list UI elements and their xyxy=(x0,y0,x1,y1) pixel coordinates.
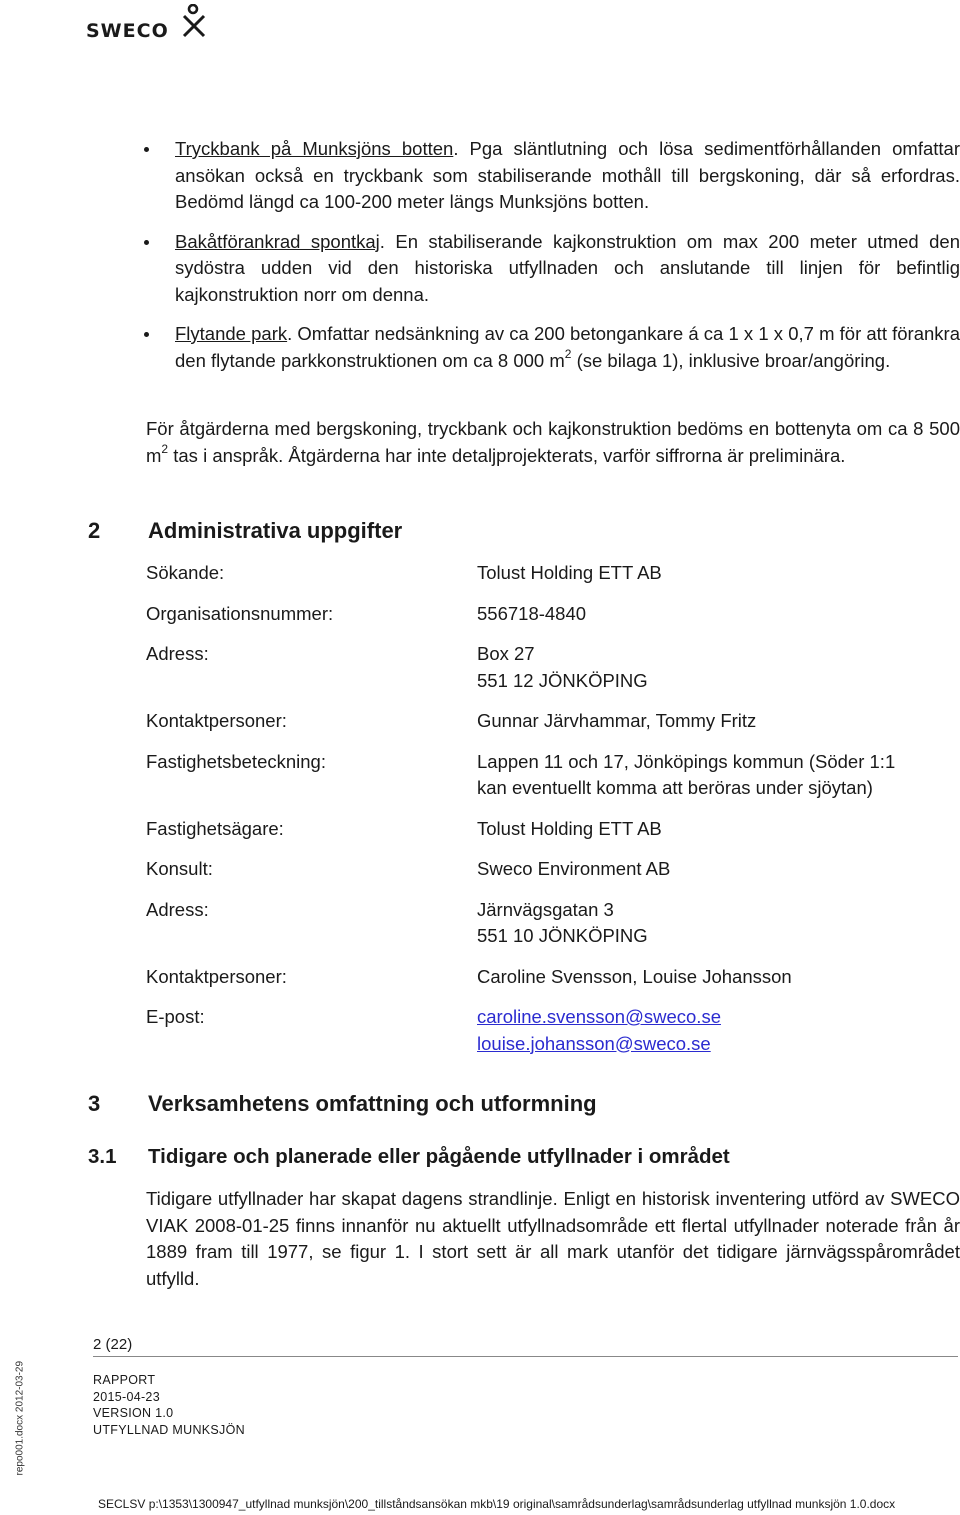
info-value: Tolust Holding ETT AB xyxy=(477,817,662,839)
section-number: 3.1 xyxy=(88,1145,117,1168)
email-link[interactable]: louise.johansson@sweco.se xyxy=(477,1032,711,1054)
bullet-title: Bakåtförankrad spontkaj xyxy=(175,230,380,252)
email-link[interactable]: caroline.svensson@sweco.se xyxy=(477,1006,721,1027)
info-label: Kontaktpersoner: xyxy=(146,710,287,731)
bullet-icon xyxy=(144,240,149,245)
info-row-sokande xyxy=(146,560,960,587)
superscript: 2 xyxy=(161,442,169,457)
info-value-line: Lappen 11 och 17, Jönköpings kommun (Söder 1:1 xyxy=(477,750,896,772)
info-row-fastighetsbeteckning xyxy=(146,749,960,802)
sweco-logo xyxy=(86,4,216,48)
info-row-kontakt-konsult xyxy=(146,964,960,991)
bullet-icon xyxy=(144,147,149,152)
bullet-text: . En stabiliserande kajkonstruktion om max 200 meter utmed den sydöstra udden vid den historiska utfyllnaden och anslutande till linjen för befintlig kajkonstruktion norr om denna. xyxy=(175,230,960,305)
info-label: E-post: xyxy=(146,1006,205,1027)
doc-date: 2015-04-23 xyxy=(93,1389,160,1404)
paragraph-text: För åtgärderna med bergskoning, tryckbank och kajkonstruktion bedöms en bottenyta om ca 8 500 m xyxy=(146,418,960,466)
section-title: Verksamhetens omfattning och utformning xyxy=(148,1091,597,1116)
doc-type: RAPPORT xyxy=(93,1373,156,1387)
document-meta xyxy=(93,1372,245,1438)
info-value xyxy=(477,641,960,694)
info-value xyxy=(477,1004,960,1057)
info-row-kontakt xyxy=(146,708,960,735)
bullet-text: . Pga släntlutning och lösa sedimentförhållanden omfattar ansökan också en tryckbank som stabiliserande mothåll till bergskoning, där så erfordras. Bedömd längd ca 100-200 meter längs Munksjöns botten. xyxy=(175,138,960,212)
section-title: Tidigare och planerade eller pågående utfyllnader i området xyxy=(148,1145,730,1168)
info-row-adress-konsult xyxy=(146,897,960,950)
address-line: Järnvägsgatan 3 xyxy=(477,898,614,920)
info-label: Fastighetsägare: xyxy=(146,817,284,839)
page-number: 2 (22) xyxy=(93,1336,133,1353)
paragraph-text: tas i anspråk. Åtgärderna har inte detaljprojekterats, varför siffrorna är preliminära. xyxy=(168,444,846,466)
paragraph-text: Tidigare utfyllnader har skapat dagens strandlinje. Enligt en historisk inventering utförd av SWECO VIAK 2008-01-25 finns innanför nu aktuellt utfyllnadsområde ett flertal utfyllnader noterade från år 1889 fram till 1977, se figur 1. I stort sett är all mark utanför det tidigare järnvägsspårområdet utfylld. xyxy=(146,1188,960,1289)
info-row-konsult xyxy=(146,856,960,883)
admin-info xyxy=(146,560,960,1057)
info-value xyxy=(477,897,960,950)
info-label: Adress: xyxy=(146,898,209,920)
address-line: Box 27 xyxy=(477,643,535,664)
section-3-heading xyxy=(88,1091,788,1121)
doc-version: VERSION 1.0 xyxy=(93,1406,174,1421)
section-number: 2 xyxy=(88,518,101,543)
info-value: Gunnar Järvhammar, Tommy Fritz xyxy=(477,710,757,731)
bullet-title: Flytande park xyxy=(175,323,288,344)
info-row-adress xyxy=(146,641,960,694)
section-3-1-heading xyxy=(88,1145,888,1173)
info-row-fastighetsagare xyxy=(146,816,960,843)
info-label: Konsult: xyxy=(146,858,213,879)
info-label: Adress: xyxy=(146,643,209,664)
logo-mark-icon xyxy=(180,4,208,38)
info-label: Sökande: xyxy=(146,562,225,583)
paragraph-area xyxy=(146,416,960,469)
logo-text: SWECO xyxy=(86,20,169,42)
list-item xyxy=(146,136,960,216)
section-title: Administrativa uppgifter xyxy=(148,518,403,543)
file-path: SECLSV p:\1353\1300947_utfyllnad munksjön\200_tillståndsansökan mkb\19 original\samrådsunderlag\samrådsunderlag utfyllnad munksjön 1.0.docx xyxy=(98,1497,896,1511)
template-reference: repo001.docx 2012-03-29 xyxy=(14,1360,26,1476)
info-value xyxy=(477,749,960,802)
bullet-icon xyxy=(144,332,149,337)
info-label: Fastighetsbeteckning: xyxy=(146,750,326,772)
list-item xyxy=(146,229,960,309)
info-row-epost xyxy=(146,1004,960,1057)
bullet-title: Tryckbank på Munksjöns botten xyxy=(175,138,454,159)
info-value-line: kan eventuellt komma att beröras under sjöytan) xyxy=(477,777,873,798)
info-value: Caroline Svensson, Louise Johansson xyxy=(477,965,792,987)
info-label: Organisationsnummer: xyxy=(146,602,334,624)
measures-list xyxy=(146,136,960,387)
address-line: 551 10 JÖNKÖPING xyxy=(477,925,648,946)
doc-project: UTFYLLNAD MUNKSJÖN xyxy=(93,1422,245,1437)
section-number: 3 xyxy=(88,1091,101,1116)
info-value: Tolust Holding ETT AB xyxy=(477,562,662,583)
footer-divider xyxy=(93,1356,958,1357)
info-value: Sweco Environment AB xyxy=(477,858,671,879)
list-item xyxy=(146,321,960,374)
info-row-org xyxy=(146,601,960,628)
info-value: 556718-4840 xyxy=(477,602,587,624)
address-line: 551 12 JÖNKÖPING xyxy=(477,669,648,691)
section-2-heading xyxy=(88,518,688,548)
bullet-text: . Omfattar nedsänkning av ca 200 betongankare á ca 1 x 1 x 0,7 m för att förankra den flytande parkkonstruktionen om ca 8 000 m xyxy=(175,323,960,371)
bullet-text: (se bilaga 1), inklusive broar/angöring. xyxy=(571,349,891,371)
info-label: Kontaktpersoner: xyxy=(146,965,287,987)
superscript: 2 xyxy=(564,347,572,362)
